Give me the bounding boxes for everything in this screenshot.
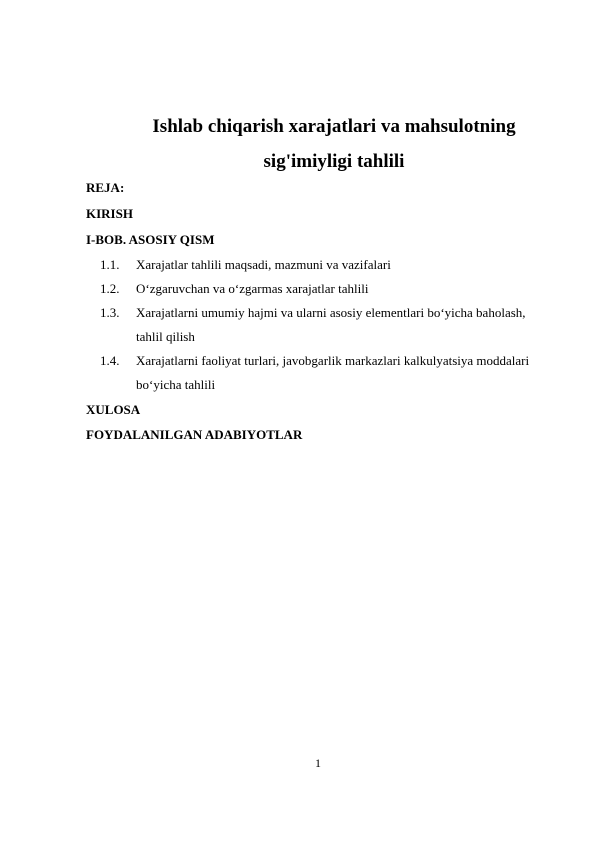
intro-heading: KIRISH [86,206,133,221]
toc-item-text: Xarajatlarni faoliyat turlari, javobgarlik markazlari kalkulyatsiya moddalari bo‘yicha tahlili [136,353,530,392]
toc-item-number: 1.1. [100,257,120,272]
document-title-line-2: sig'imiyligi tahlili [263,151,405,172]
toc-item-number: 1.2. [100,281,120,296]
conclusion-heading: XULOSA [86,402,141,417]
plan-heading: REJA: [86,180,125,195]
document-title-line-1: Ishlab chiqarish xarajatlari va mahsulotning [152,116,516,137]
references-heading: FOYDALANILGAN ADABIYOTLAR [86,427,303,442]
toc-item-number: 1.4. [100,353,120,368]
toc-item-text: O‘zgaruvchan va o‘zgarmas xarajatlar tahlili [136,281,369,296]
toc-item-number: 1.3. [100,305,120,320]
toc-item-text: Xarajatlarni umumiy hajmi va ularni asosiy elementlari bo‘yicha baholash, tahlil qilish [136,305,526,344]
page-number: 1 [315,756,321,770]
chapter-heading: I-BOB. ASOSIY QISM [86,232,215,247]
toc-item-text: Xarajatlar tahlili maqsadi, mazmuni va vazifalari [136,257,391,272]
